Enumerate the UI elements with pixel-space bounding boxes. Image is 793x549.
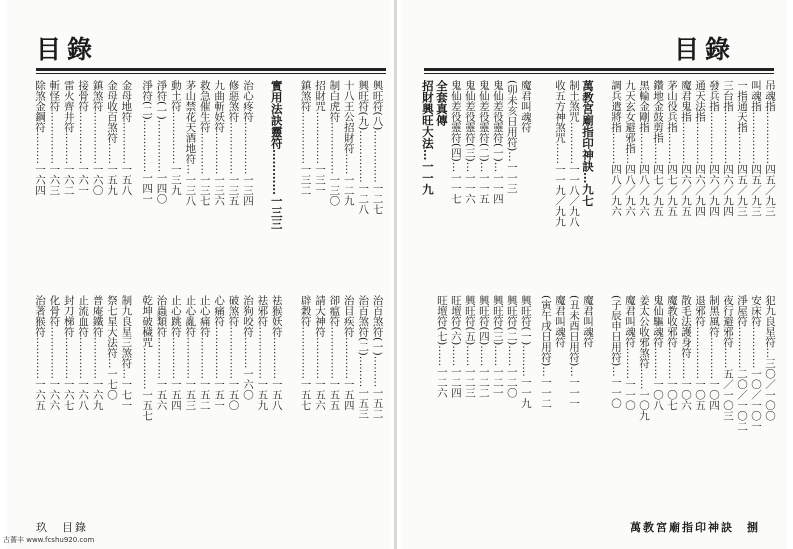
toc-column xyxy=(720,80,734,510)
toc-entry: 安床符…………一〇／一〇一 xyxy=(750,295,762,432)
toc-entry: 救急催生符…………一三七 xyxy=(198,80,211,206)
title-rule-thin xyxy=(424,73,774,74)
toc-column xyxy=(622,80,636,510)
toc-entry xyxy=(420,295,436,510)
toc-entry: 鎮煞符……………一六〇 xyxy=(91,80,104,196)
toc-column xyxy=(168,80,182,510)
toc-column xyxy=(538,80,552,510)
toc-column xyxy=(75,80,89,510)
toc-entry: 治狗咬符………一六〇 xyxy=(241,295,254,400)
toc-entry xyxy=(594,295,610,510)
toc-entry: 封刀梯符…………一六七 xyxy=(62,295,75,411)
toc-entry: 茅山役兵指………四七／九五 xyxy=(666,80,678,217)
toc-column xyxy=(211,80,225,510)
toc-entry: 鬼仙差役靈符(一)…一一四 xyxy=(491,80,504,204)
toc-entry: 姜太公收邪煞符……一〇九 xyxy=(638,295,650,421)
toc-entry: 魔君叫魂符 xyxy=(582,295,594,348)
toc-entry: 止心痛符…………一五二 xyxy=(198,295,211,411)
toc-column xyxy=(61,80,75,510)
toc-column xyxy=(154,80,168,510)
toc-entry: 乾坤破穢咒…………一五七 xyxy=(141,295,154,421)
toc-entry: 除煞金鋼符………一六四 xyxy=(33,80,46,196)
toc-entry: 金母收百煞符……一五九 xyxy=(105,80,118,196)
page-footer: 萬教宮廟指印神訣 捌 xyxy=(630,521,760,534)
toc-entry: 興旺符(八)……………一二七 xyxy=(371,80,384,215)
toc-column xyxy=(748,80,762,510)
toc-entry xyxy=(594,80,610,290)
toc-entry: 治目疾符…………一五四 xyxy=(342,295,355,411)
toc-entry: 十八王公招財符……一二九 xyxy=(342,80,355,206)
title-rule-thick xyxy=(36,68,386,71)
toc-entry: 治心疼符……………一三四 xyxy=(241,80,254,206)
toc-column xyxy=(608,80,622,510)
toc-entry: 退邪符……………一〇五 xyxy=(694,295,706,411)
toc-entry: 興旺符(九)……………一二八 xyxy=(357,80,370,215)
page-title: 目錄 xyxy=(674,35,737,64)
toc-column xyxy=(434,80,448,510)
toc-column xyxy=(104,80,118,510)
toc-entry: (丑未酉日用符)…一一一 xyxy=(568,295,580,409)
toc-entry: 治蟲類符…………一五六 xyxy=(155,295,168,411)
toc-entry: 制白虎符……………一三〇 xyxy=(328,80,341,206)
toc-entry: 魔君鬼指…………四六／九五 xyxy=(680,80,692,217)
toc-entry: 茅山禁花天酒地符…一三八 xyxy=(184,80,197,206)
toc-entry: 制黑風符…………一〇四 xyxy=(708,295,720,411)
toc-entry: 淨符(二)……………一四一 xyxy=(141,80,154,204)
toc-entry xyxy=(538,80,554,290)
toc-entry: 普庵鐵符…………一六九 xyxy=(91,295,104,411)
toc-entry: 斬怪符……………一六三 xyxy=(48,80,61,196)
toc-column xyxy=(580,80,594,510)
toc-column xyxy=(636,80,650,510)
toc-column xyxy=(254,80,268,510)
toc-entry: 雷火齊井符………一六二 xyxy=(62,80,75,196)
toc-entry: 破煞符……………一五〇 xyxy=(227,295,240,411)
toc-entry: 魔君叫魂符 xyxy=(554,295,566,348)
toc-column xyxy=(420,80,434,510)
toc-column xyxy=(341,80,355,510)
toc-column xyxy=(269,80,283,510)
toc-entry: 興旺符(五)……一二三 xyxy=(463,295,476,398)
toc-entry: 萬教宮廟指印神訣…九七 xyxy=(581,80,595,207)
toc-column xyxy=(762,80,776,510)
title-rule-thick xyxy=(424,68,774,71)
toc-entry: 興旺符(四)……一二二 xyxy=(477,295,490,398)
toc-entry: 吊魂指……………四五／九三 xyxy=(764,80,776,217)
toc-entry: 鬼仙差役靈符(二)…一一五 xyxy=(477,80,490,204)
toc-column xyxy=(370,80,384,510)
toc-column xyxy=(355,80,369,510)
toc-entry: 祛猴妖符…………一五八 xyxy=(270,295,283,411)
toc-entry: 招財咒……………一三一 xyxy=(313,80,326,196)
toc-column xyxy=(706,80,720,510)
toc-entry: 金母地符…………一五八 xyxy=(120,80,133,196)
toc-entry: 旺壇符(七)……一二六 xyxy=(435,295,448,398)
toc-entry: (卯未亥日用符)…一一三 xyxy=(505,80,518,194)
toc-column xyxy=(197,80,211,510)
toc-column xyxy=(734,80,748,510)
toc-column xyxy=(139,80,153,510)
toc-entry: 鬼仙差役靈符(三)…一一六 xyxy=(463,80,476,204)
toc-column xyxy=(240,80,254,510)
toc-entry: 黑輪金剛指………四八／九六 xyxy=(638,80,650,217)
toc-column xyxy=(118,80,132,510)
toc-entry: 調兵遣將指………四八／九六 xyxy=(610,80,622,217)
toc-entry: 止心跳符…………一五四 xyxy=(169,295,182,411)
toc-entry: 九天玄女避邪指…四八／九六 xyxy=(624,80,636,217)
toc-entry: 制九良星三煞符…一七一 xyxy=(120,295,133,411)
toc-column xyxy=(462,80,476,510)
toc-column xyxy=(678,80,692,510)
toc-entry: 夜行避邪符……五／一〇三 xyxy=(722,295,734,421)
toc-entry: 治著猴符…………一六五 xyxy=(33,295,46,411)
page-title: 目錄 xyxy=(36,35,99,64)
toc-entry: 叫魂指……………四五／九三 xyxy=(750,80,762,217)
toc-column xyxy=(692,80,706,510)
toc-entry: 發兵指……………四六／九四 xyxy=(708,80,720,217)
toc-column xyxy=(566,80,580,510)
toc-column xyxy=(90,80,104,510)
toc-entry xyxy=(254,80,270,290)
toc-column xyxy=(504,80,518,510)
toc-entry: 收五方神煞咒……一一九／九九 xyxy=(554,80,566,227)
toc-entry: 通天法指…………四六／九四 xyxy=(694,80,706,217)
toc-entry: 止流血符…………一六八 xyxy=(77,295,90,411)
toc-entry: 治百煞符(二)………一五三 xyxy=(357,295,370,419)
toc-entry: 招財興旺大法…一一九 xyxy=(420,80,435,195)
toc-entry: 祭七星大法符…一七〇 xyxy=(105,295,118,400)
toc-entries xyxy=(420,80,776,510)
toc-entry: 旺壇符(六)……一二四 xyxy=(449,295,462,398)
toc-entry: 興旺符(一)………一一九 xyxy=(519,295,532,409)
toc-entry: 祛邪符……………一五九 xyxy=(256,295,269,411)
watermark: 古薔丰 www.fcshu920.com xyxy=(3,536,95,544)
toc-entry: 接骨符……………一六一 xyxy=(77,80,90,196)
toc-entries xyxy=(32,80,384,510)
toc-entry: 興旺符(二)……一二〇 xyxy=(505,295,518,398)
toc-entry: 請大神符…………一五六 xyxy=(313,295,326,411)
toc-entry: 九曲斬妖符…………一三六 xyxy=(213,80,226,206)
toc-column xyxy=(490,80,504,510)
toc-entry: 鬼仙驅魂符………一〇八 xyxy=(652,295,664,411)
toc-entry: 全套真傳 xyxy=(434,80,449,126)
toc-entry: 鎮煞符……………一三二 xyxy=(299,80,312,196)
right-page xyxy=(402,0,787,549)
toc-entry: 止心亂符…………一五三 xyxy=(184,295,197,411)
toc-entry: 化骨符……………一六六 xyxy=(48,295,61,411)
toc-column xyxy=(312,80,326,510)
toc-column xyxy=(182,80,196,510)
toc-column xyxy=(594,80,608,510)
toc-entry: 淨符(一)……………一四〇 xyxy=(155,80,168,204)
toc-entry: 治百煞符(一)………一五二 xyxy=(371,295,384,419)
toc-entry: 鑽地金鼓剪指……四七／九五 xyxy=(652,80,664,217)
left-page xyxy=(6,0,391,549)
toc-entry: 淨屋符…………二〇／一〇二 xyxy=(736,295,748,432)
toc-column xyxy=(32,80,46,510)
toc-entry: 卻瘟符……………一五五 xyxy=(328,295,341,411)
toc-column xyxy=(664,80,678,510)
toc-column xyxy=(46,80,60,510)
toc-column xyxy=(650,80,664,510)
toc-entry: 心痛符……………一五一 xyxy=(213,295,226,411)
toc-entry: 制土煞咒…………一一八／九八 xyxy=(568,80,580,227)
toc-entry: 三台指……………四六／九四 xyxy=(722,80,734,217)
toc-column xyxy=(283,80,297,510)
toc-entry: 犯九良星符…三〇／一〇〇 xyxy=(764,295,776,421)
toc-entry: 鬼仙差役靈符(四)…一一七 xyxy=(449,80,462,204)
toc-column xyxy=(326,80,340,510)
toc-entry: 魔君叫魂符………一一〇 xyxy=(624,295,636,411)
toc-entry xyxy=(283,80,299,290)
title-rule-thin xyxy=(36,73,386,74)
toc-entry: 魔君叫魂符 xyxy=(519,80,532,133)
toc-entry: 辟穀符……………一五七 xyxy=(299,295,312,411)
toc-column xyxy=(518,80,532,510)
toc-entry: 實用法訣靈符…………一三三 xyxy=(269,80,284,230)
toc-column xyxy=(226,80,240,510)
toc-entry: 魔教收邪符………一〇七 xyxy=(666,295,678,411)
toc-column xyxy=(298,80,312,510)
toc-entry: (寅午戌日用符)…一一二 xyxy=(540,295,552,409)
page-footer: 玖 目錄 xyxy=(36,521,88,534)
toc-entry: 動土符……………一三九 xyxy=(169,80,182,196)
toc-column xyxy=(552,80,566,510)
toc-entry: 散毛法護身符……一〇六 xyxy=(680,295,692,411)
page-gutter xyxy=(394,0,397,549)
toc-entry: 修惡煞符……………一三五 xyxy=(227,80,240,206)
toc-column xyxy=(476,80,490,510)
toc-entry xyxy=(283,295,299,510)
toc-entry: 一指通天指………四五／九三 xyxy=(736,80,748,217)
toc-column xyxy=(448,80,462,510)
toc-entry: (子辰申日用符)…一一〇 xyxy=(610,295,622,409)
toc-entry: 興旺符(三)……一二一 xyxy=(491,295,504,398)
